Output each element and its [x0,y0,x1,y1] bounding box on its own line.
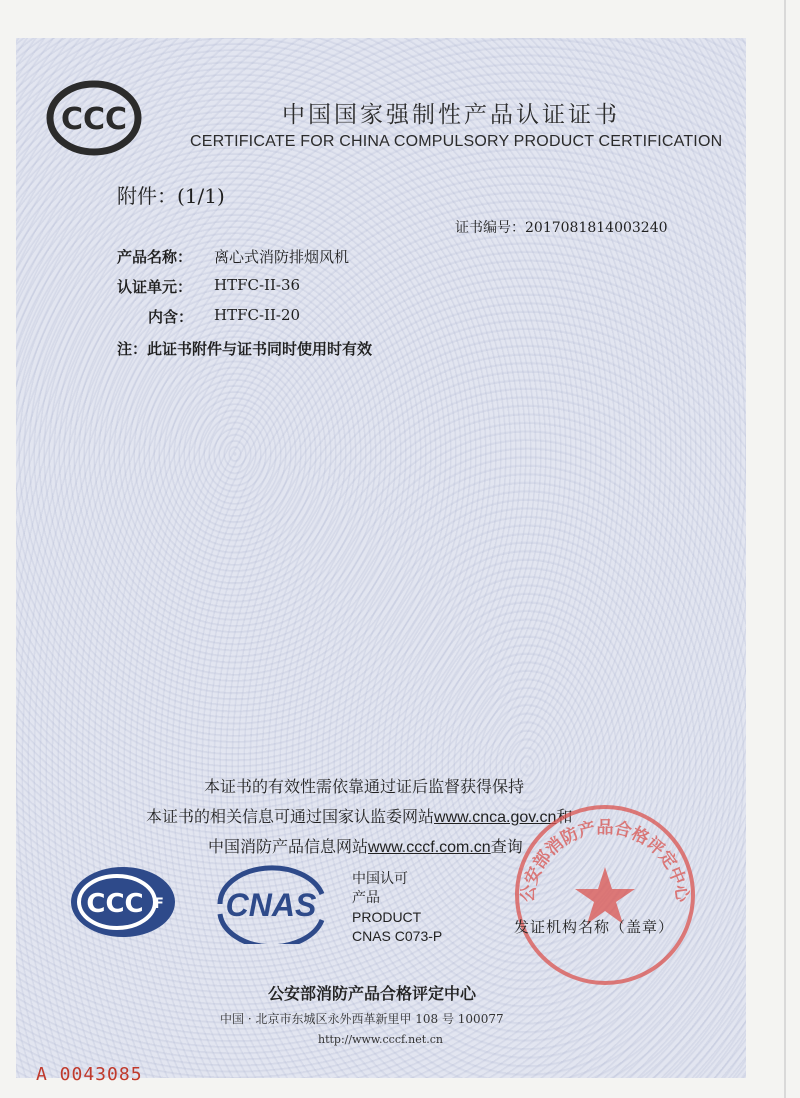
product-name-label: 产品名称： [117,248,193,266]
svg-text:F: F [154,896,164,912]
serial-number: A 0043085 [36,1064,143,1085]
certificate-title-cn: 中国国家强制性产品认证证书 [282,102,620,128]
certification-unit-row [117,276,301,297]
includes-value: HTFC-II-20 [214,306,301,324]
ccc-logo [46,80,142,156]
validity-note: 注：此证书附件与证书同时使用时有效 [117,340,373,358]
footer-line-2-text: 本证书的相关信息可通过国家认监委网站 [146,807,435,826]
footer-line-3-suffix: 查询 [490,837,523,856]
organization-name: 公安部消防产品合格评定中心 [268,984,477,1003]
includes-label: 内含： [148,308,194,326]
official-seal [505,795,705,995]
includes-row [148,306,301,327]
svg-text:CNAS: CNAS [225,887,317,923]
ccc-f-logo [67,864,179,940]
footer-line-3 [208,834,523,857]
product-name-value: 离心式消防排烟风机 [214,248,350,266]
certification-unit-value: HTFC-II-36 [214,276,301,294]
cnas-logo [212,864,330,944]
cccf-link[interactable]: www.cccf.com.cn [368,839,491,856]
page-edge [784,0,786,1098]
organization-address: 中国 · 北京市东城区永外西革新里甲 108 号 100077 [220,1012,504,1026]
cnas-accreditation-text [352,870,442,946]
footer-line-1: 本证书的有效性需依靠通过证后监督获得保持 [204,777,525,796]
footer-line-3-text: 中国消防产品信息网站 [208,837,369,856]
cnas-line-2: 产品 [352,890,380,906]
cnas-line-1: 中国认可 [352,871,408,887]
footer-line-2-suffix: 和 [556,807,573,826]
certification-unit-label: 认证单元： [117,278,193,296]
svg-text:CCC: CCC [60,102,128,137]
svg-text:CCC: CCC [86,889,144,919]
organization-url: http://www.cccf.net.cn [318,1033,443,1046]
cnas-line-4: CNAS C073-P [352,928,443,944]
certificate-title-en: CERTIFICATE FOR CHINA COMPULSORY PRODUCT CERTIFICATION [190,133,723,150]
attachment-label: 附件：(1/1) [117,184,225,208]
svg-text:公安部消防产品合格评定中心: 公安部消防产品合格评定中心 [517,818,693,904]
issuing-authority-label: 发证机构名称（盖章） [514,918,675,936]
cnas-line-3: PRODUCT [352,909,422,925]
product-name-row [117,246,350,267]
certificate-number: 证书编号：2017081814003240 [455,220,668,236]
cnca-link[interactable]: www.cnca.gov.cn [434,809,557,826]
